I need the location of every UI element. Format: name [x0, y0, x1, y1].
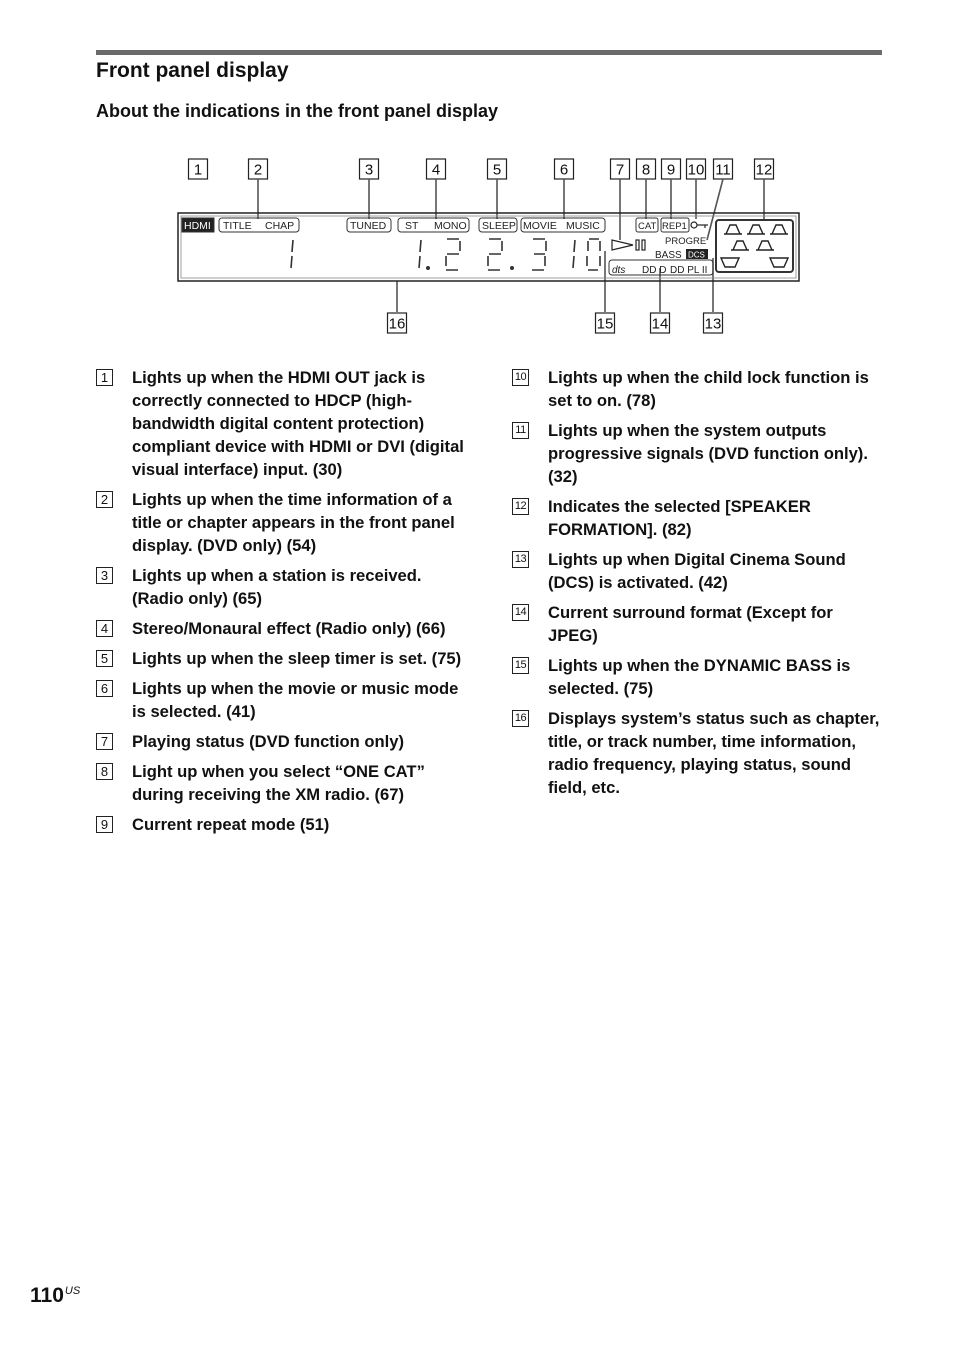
- callout-top-2: 2: [253, 161, 263, 179]
- dts-label: dts: [612, 265, 626, 276]
- legend-item: [512, 654, 884, 700]
- legend-item-number: 15: [512, 657, 529, 674]
- speaker-formation-icons: [721, 225, 788, 267]
- legend-item: [96, 647, 468, 670]
- items-right-column: [512, 366, 884, 806]
- legend-item-text: Indicates the selected [SPEAKER FORMATION]. (82): [548, 497, 811, 539]
- legend-item-text: Light up when you select “ONE CAT” during receiving the XM radio. (67): [132, 762, 425, 804]
- callout-top-12: 12: [755, 161, 773, 179]
- legend-item-number: 14: [512, 604, 529, 621]
- callout-top-11: 11: [715, 161, 731, 179]
- legend-item-number: 9: [96, 816, 113, 833]
- callout-bottom-2: 15: [596, 315, 614, 333]
- legend-item-number: 3: [96, 567, 113, 584]
- page-number-suffix: US: [64, 1285, 81, 1297]
- music-label: MUSIC: [566, 220, 600, 232]
- callout-top-1: 1: [193, 161, 203, 179]
- segment-display: [291, 239, 600, 270]
- legend-item: [96, 813, 468, 836]
- callout-top-4: 4: [431, 161, 441, 179]
- legend-item: [512, 548, 884, 594]
- legend-item-number: 11: [512, 422, 529, 439]
- legend-item-text: Lights up when the child lock function is set to on. (78): [548, 368, 869, 410]
- callout-top-9: 9: [666, 161, 676, 179]
- legend-item-number: 10: [512, 369, 529, 386]
- callout-bottom-1: 16: [388, 315, 406, 333]
- legend-item-number: 7: [96, 733, 113, 750]
- legend-item: [512, 707, 884, 799]
- page-number-value: 110: [30, 1284, 64, 1307]
- legend-item-text: Lights up when the HDMI OUT jack is correctly connected to HDCP (high-bandwidth digital content protection) compliant device with HDMI or DVI (digital visual interface) input. (30): [132, 368, 464, 479]
- legend-item: [96, 564, 468, 610]
- legend-item-number: 8: [96, 763, 113, 780]
- callout-top-5: 5: [492, 161, 502, 179]
- legend-item-number: 5: [96, 650, 113, 667]
- legend-item-text: Lights up when the sleep timer is set. (75): [132, 649, 462, 668]
- tuned-label: TUNED: [350, 220, 387, 232]
- legend-item: [96, 617, 468, 640]
- progre-label: PROGRE: [665, 236, 707, 247]
- hdmi-label: HDMI: [184, 220, 211, 232]
- dcs-label: DCS: [688, 250, 705, 260]
- cat-label: CAT: [638, 221, 657, 232]
- rep1-label: REP1: [662, 221, 687, 232]
- legend-item: [96, 488, 468, 557]
- legend-item-text: Displays system’s status such as chapter, title, or track number, time information, radio frequency, playing status, sound field, etc.: [548, 709, 880, 797]
- title-label: TITLE: [223, 220, 252, 232]
- legend-item-text: Playing status (DVD function only): [132, 732, 404, 751]
- legend-item-number: 16: [512, 710, 529, 727]
- callout-top-6: 6: [559, 161, 569, 179]
- legend-item-text: Lights up when the system outputs progressive signals (DVD function only). (32): [548, 421, 868, 486]
- legend-item: [96, 760, 468, 806]
- st-label: ST: [405, 220, 419, 232]
- movie-label: MOVIE: [523, 220, 557, 232]
- legend-item-text: Stereo/Monaural effect (Radio only) (66): [132, 619, 446, 638]
- sleep-label: SLEEP: [482, 220, 516, 232]
- legend-item: [512, 366, 884, 412]
- page-number: [30, 1284, 80, 1308]
- legend-item-number: 2: [96, 491, 113, 508]
- legend-item-text: Current repeat mode (51): [132, 815, 330, 834]
- play-pause-icon: [612, 240, 645, 250]
- legend-item-text: Lights up when the DYNAMIC BASS is selected. (75): [548, 656, 851, 698]
- legend-item-text: Lights up when the movie or music mode is selected. (41): [132, 679, 459, 721]
- legend-item-text: Lights up when Digital Cinema Sound (DCS) is activated. (42): [548, 550, 846, 592]
- legend-item-number: 6: [96, 680, 113, 697]
- legend-item: [512, 601, 884, 647]
- legend-item: [512, 419, 884, 488]
- legend-item-text: Current surround format (Except for JPEG): [548, 603, 833, 645]
- key-icon: [691, 222, 708, 228]
- bass-label: BASS: [655, 250, 682, 261]
- legend-item: [512, 495, 884, 541]
- section-title: Front panel display: [96, 59, 289, 82]
- callouts-top: [189, 159, 774, 179]
- callout-top-10: 10: [687, 161, 705, 179]
- subsection-title: About the indications in the front panel display: [96, 101, 499, 121]
- legend-item: [96, 730, 468, 753]
- callout-top-7: 7: [615, 161, 625, 179]
- legend-item-text: Lights up when the time information of a title or chapter appears in the front panel display. (DVD only) (54): [132, 490, 455, 555]
- mono-label: MONO: [434, 220, 467, 232]
- front-panel-diagram: [0, 0, 954, 345]
- legend-item: [96, 677, 468, 723]
- callout-top-8: 8: [641, 161, 651, 179]
- chap-label: CHAP: [265, 220, 295, 232]
- callouts-bottom: [388, 313, 723, 333]
- legend-item-number: 12: [512, 498, 529, 515]
- legend-item: [96, 366, 468, 481]
- callout-bottom-4: 13: [704, 315, 722, 333]
- legend-item-number: 1: [96, 369, 113, 386]
- legend-item-number: 13: [512, 551, 529, 568]
- legend-item-number: 4: [96, 620, 113, 637]
- items-left-column: [96, 366, 468, 843]
- pl2-label: DD PL II: [670, 265, 708, 276]
- callout-top-3: 3: [364, 161, 374, 179]
- legend-item-text: Lights up when a station is received. (Radio only) (65): [132, 566, 422, 608]
- dd-label: DD D: [642, 265, 667, 276]
- callout-bottom-3: 14: [651, 315, 669, 333]
